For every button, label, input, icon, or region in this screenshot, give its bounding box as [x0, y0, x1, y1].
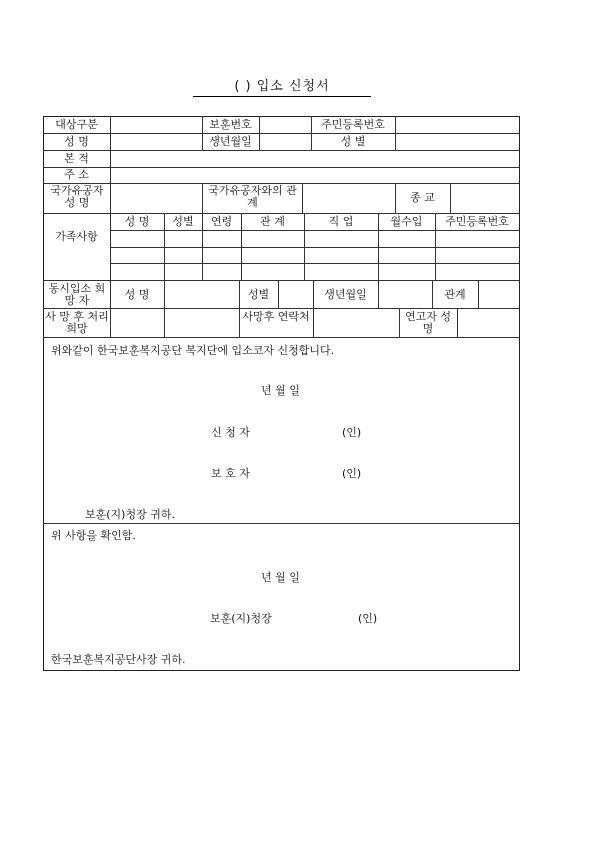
- category-label: 대상구분: [55, 118, 98, 131]
- domicile-label: 본 적: [64, 152, 89, 165]
- veteran-relation-label: 국가유공자와의 관 계: [208, 185, 297, 209]
- confirmation-statement: 위 사항을 확인함.: [51, 529, 136, 542]
- companion-label: 동시입소 희 망 자: [48, 283, 106, 307]
- after-death-contact-label: 사망후 연락처: [242, 311, 310, 323]
- veteran-name-label: 국가유공자 성 명: [50, 185, 104, 209]
- birth-date-label: 생년월일: [209, 135, 252, 148]
- companion-birth-label: 생년월일: [324, 288, 367, 301]
- confirmation-addressee: 한국보훈복지공단사장 귀하.: [51, 653, 186, 666]
- family-label: 가족사항: [55, 230, 98, 243]
- family-header-name: 성 명: [124, 215, 150, 228]
- application-date: 년 월 일: [261, 384, 300, 397]
- officer-seal: (인): [358, 612, 378, 625]
- veteran-number-label: 보훈번호: [209, 118, 252, 131]
- relative-name-label: 연고자 성 명: [404, 311, 451, 335]
- family-header-resident-number: 주민등록번호: [445, 215, 509, 228]
- name-label: 성 명: [64, 135, 89, 148]
- family-header-relation: 관 계: [260, 215, 285, 228]
- family-header-age: 연령: [210, 215, 233, 228]
- application-addressee: 보훈(지)청장 귀하.: [85, 508, 175, 521]
- address-label: 주 소: [64, 168, 89, 181]
- applicant-label: 신 청 자: [211, 426, 250, 439]
- family-header-occupation: 직 업: [328, 215, 354, 228]
- guardian-seal: (인): [342, 467, 362, 480]
- application-form: [43, 116, 519, 670]
- application-statement: 위와같이 한국보훈복지공단 복지단에 입소코자 신청합니다.: [51, 344, 335, 357]
- religion-label: 종 교: [410, 191, 435, 204]
- companion-name-label: 성 명: [124, 288, 150, 301]
- family-header-income: 월수입: [390, 215, 423, 228]
- gender-label: 성 별: [340, 135, 366, 148]
- guardian-label: 보 호 자: [211, 467, 250, 480]
- family-header-gender: 성별: [172, 215, 194, 228]
- form-title: ( ) 입소 신청서: [193, 78, 371, 97]
- companion-relation-label: 관계: [444, 288, 466, 301]
- applicant-seal: (인): [342, 426, 362, 439]
- officer-label: 보훈(지)청장: [210, 612, 272, 625]
- companion-gender-label: 성별: [247, 288, 270, 301]
- after-death-label: 사 망 후 처리희망: [45, 311, 109, 335]
- resident-number-label: 주민등록번호: [321, 118, 385, 131]
- confirmation-date: 년 월 일: [261, 571, 300, 584]
